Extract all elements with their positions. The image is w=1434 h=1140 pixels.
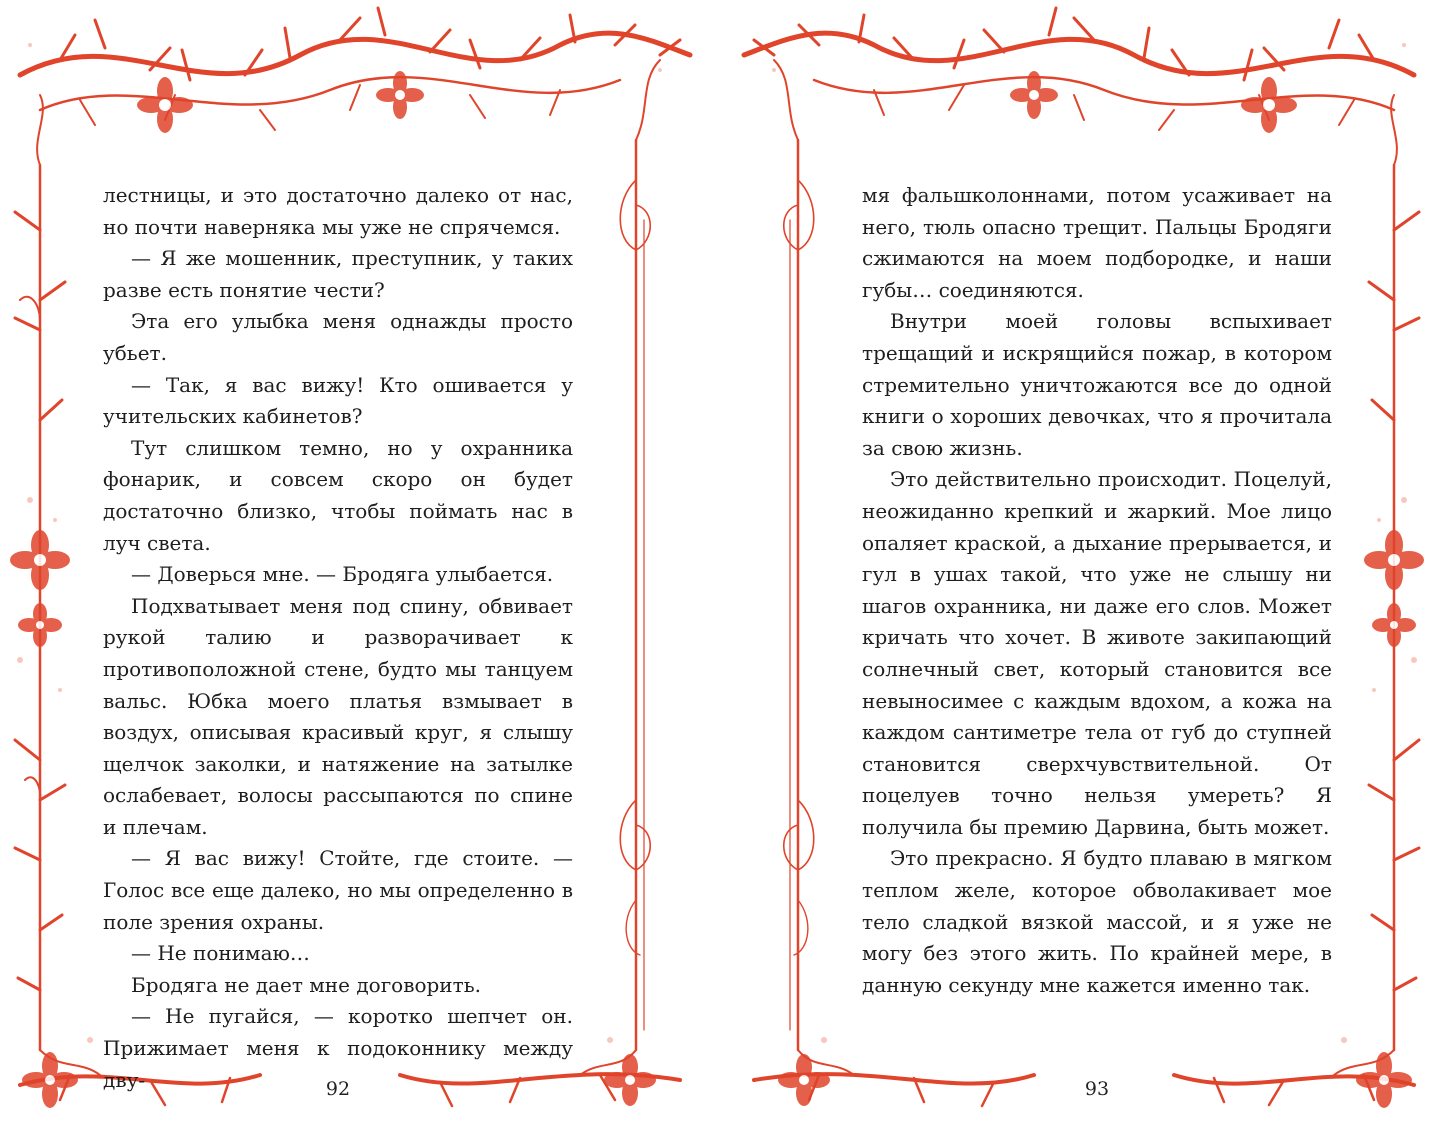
paragraph: — Доверься мне. — Бродяга улыбается. xyxy=(131,562,554,587)
paragraph: Это прекрасно. Я будто плаваю в мягком теплом желе, которое обволакивает мое тело сладкой вязкой массой, и я уже не могу без этого жить. По крайней мере, в данную секунду мне кажется именно так. xyxy=(862,846,1332,997)
paragraph: Эта его улыбка меня однажды просто убьет. xyxy=(103,309,573,365)
paragraph: Подхватывает меня под спину, обвивает рукой талию и разворачивает к противоположной стене, будто мы танцуем вальс. Юбка моего платья взмывает в воздух, описывая красивый круг, я слышу щелчок заколки, и натяжение на затылке ослабевает, волосы рассыпаются по спине и плечам. xyxy=(103,593,573,839)
paragraph: Внутри моей головы вспыхивает трещащий и искрящийся пожар, в котором стремительно уничтожаются все до одной книги о хороших девочках, что я прочитала за свою жизнь. xyxy=(862,309,1332,460)
paragraph: — Не понимаю… xyxy=(131,941,310,966)
page-number: 92 xyxy=(325,1078,351,1100)
page-text xyxy=(103,180,573,1096)
paragraph: мя фальшколоннами, потом усаживает на него, тюль опасно трещит. Пальцы Бродяги сжимаются на моем подбородке, и наши губы… соединяются. xyxy=(862,183,1332,302)
paragraph: — Так, я вас вижу! Кто ошивается у учительских кабинетов? xyxy=(103,372,573,429)
paragraph: Это действительно происходит. Поцелуй, неожиданно крепкий и жаркий. Мое лицо опаляет краской, а дыхание прерывается, и гул в ушах такой, что уже не слышу ни шагов охранника, ни даже его слов. Может кричать что хочет. В животе закипающий солнечный свет, который становится все невыносимее с каждым вдохом, а кожа на каждом сантиметре тела от губ до ступней становится сверхчувствительной. От поцелуев точно нельзя умереть? Я получила бы премию Дарвина, быть может. xyxy=(862,467,1332,839)
paragraph: лестницы, и это достаточно далеко от нас, но почти наверняка мы уже не спрячемся. xyxy=(103,183,573,239)
paragraph: — Не пугайся, — коротко шепчет он. Прижимает меня к подоконнику между дву- xyxy=(103,1004,573,1092)
page-text xyxy=(862,180,1332,1001)
page-number: 93 xyxy=(1084,1078,1110,1100)
paragraph: Тут слишком темно, но у охранника фонарик, и совсем скоро он будет достаточно близко, чтобы поймать нас в луч света. xyxy=(103,435,573,555)
right-page xyxy=(717,0,1434,1140)
paragraph: — Я же мошенник, преступник, у таких разве есть понятие чести? xyxy=(103,246,573,302)
paragraph: Бродяга не дает мне договорить. xyxy=(131,972,481,997)
paragraph: — Я вас вижу! Стойте, где стоите. — Голос все еще далеко, но мы определенно в поле зрения охраны. xyxy=(103,846,573,934)
